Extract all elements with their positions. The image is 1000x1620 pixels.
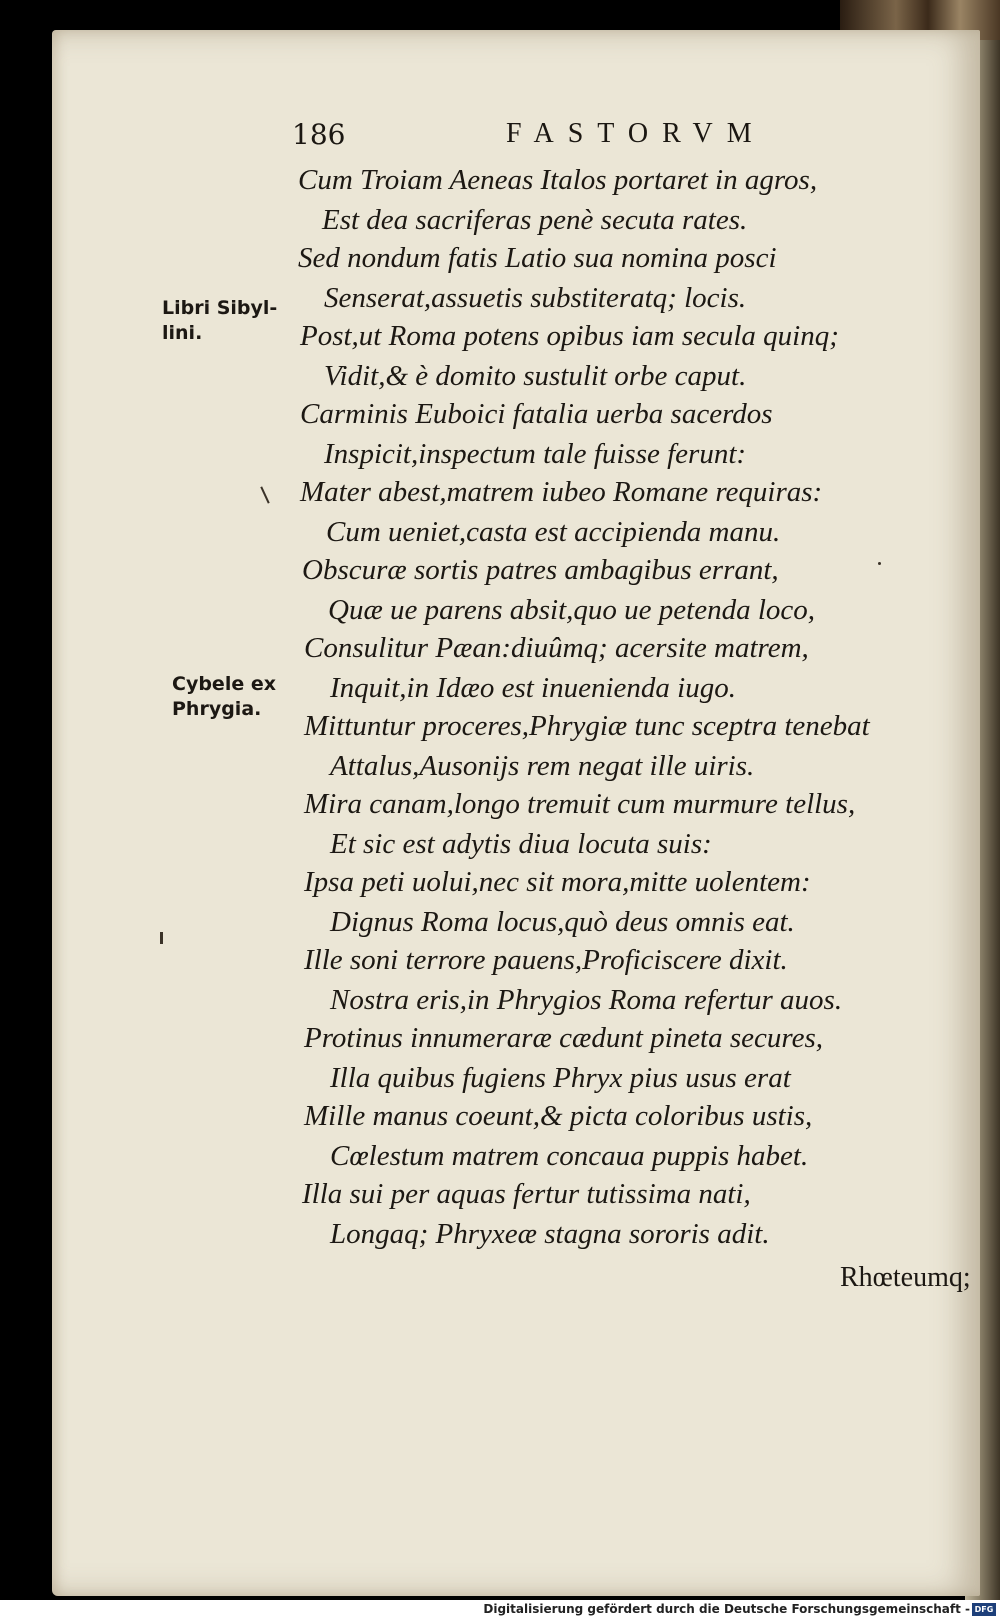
verse-line: Attalus,Ausonijs rem negat ille uiris. <box>330 750 755 782</box>
verse-line: Consulitur Pæan:diuûmq; acersite matrem, <box>304 632 809 664</box>
verse-line: Mater abest,matrem iubeo Romane requiras: <box>300 476 823 508</box>
ink-speck <box>160 932 163 944</box>
verse-line: Obscuræ sortis patres ambagibus errant, <box>302 554 779 586</box>
verse-line: Sed nondum fatis Latio sua nomina posci <box>298 242 777 274</box>
verse-line: Mille manus coeunt,& picta coloribus ustis, <box>304 1100 813 1132</box>
verse-line: Protinus innumeraræ cædunt pineta secures, <box>304 1022 824 1054</box>
verse-line: Nostra eris,in Phrygios Roma refertur auos. <box>330 984 843 1016</box>
margin-note-libri-sibyllini: Libri Sibyl- lini. <box>162 297 278 344</box>
dfg-logo: DFG <box>972 1603 996 1616</box>
verse-line: Mira canam,longo tremuit cum murmure tellus, <box>304 788 856 820</box>
footer-credit: Digitalisierung gefördert durch die Deutsche Forschungsgemeinschaft - <box>483 1602 970 1616</box>
verse-line: Est dea sacriferas penè secuta rates. <box>322 204 748 236</box>
ink-speck <box>878 562 881 565</box>
page-number: 186 <box>292 118 346 151</box>
verse-line: Ille soni terrore pauens,Proficiscere dixit. <box>304 944 788 976</box>
verse-line: Cœlestum matrem concaua puppis habet. <box>330 1140 809 1172</box>
verse-line: Cum Troiam Aeneas Italos portaret in agros, <box>298 164 818 196</box>
footer-bar <box>0 1600 1000 1620</box>
margin-note-cybele: Cybele ex Phrygia. <box>172 673 276 720</box>
verse-line: Inspicit,inspectum tale fuisse ferunt: <box>324 438 747 470</box>
verse-line: Longaq; Phryxeæ stagna sororis adit. <box>330 1218 770 1250</box>
verse-line: Mittuntur proceres,Phrygiæ tunc sceptra tenebat <box>304 710 870 742</box>
verse-line: Inquit,in Idæo est inuenienda iugo. <box>330 672 736 704</box>
verse-line: Illa sui per aquas fertur tutissima nati, <box>302 1178 751 1210</box>
verse-line: Vidit,& è domito sustulit orbe caput. <box>324 360 747 392</box>
page-header <box>0 118 1000 158</box>
verse-line: Senserat,assuetis substiteratq; locis. <box>324 282 747 314</box>
verse-line: Carminis Euboici fatalia uerba sacerdos <box>300 398 773 430</box>
verse-line: Ipsa peti uolui,nec sit mora,mitte uolentem: <box>304 866 811 898</box>
verse-line: Cum ueniet,casta est accipienda manu. <box>326 516 781 548</box>
verse-line: Post,ut Roma potens opibus iam secula quinq; <box>300 320 839 352</box>
verse-line: Et sic est adytis diua locuta suis: <box>330 828 712 860</box>
verse-line: Quæ ue parens absit,quo ue petenda loco, <box>328 594 816 626</box>
verse-line: Dignus Roma locus,quò deus omnis eat. <box>330 906 795 938</box>
catchword: Rhœteumq; <box>840 1262 971 1293</box>
running-title: FASTORVM <box>506 118 766 149</box>
verse-line: Illa quibus fugiens Phryx pius usus erat <box>330 1062 791 1094</box>
